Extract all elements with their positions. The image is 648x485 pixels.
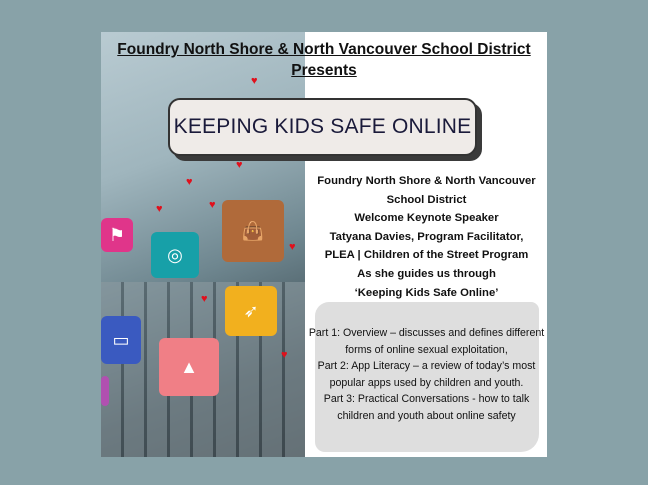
part-1: Part 1: Overview – discusses and defines different forms of online sexual exploitation, [308, 327, 545, 356]
part-3: Part 3: Practical Conversations - how to talk children and youth about online safety [323, 393, 530, 422]
part-2: Part 2: App Literacy – a review of today’s most popular apps used by children and youth. [317, 360, 536, 389]
heart-icon: ♥ [281, 349, 288, 361]
heart-icon: ♥ [156, 203, 163, 215]
heart-icon: ♥ [209, 199, 216, 211]
app-icon-yellow: ➶ [225, 286, 277, 336]
info-line: Tatyana Davies, Program Facilitator, [329, 230, 524, 243]
info-line: PLEA | Children of the Street Program [324, 249, 529, 262]
heading-line-1: Foundry North Shore & North Vancouver School District [117, 41, 531, 58]
info-line: Foundry North Shore & North Vancouver School District [317, 175, 536, 206]
app-icon-teal: ◎ [151, 232, 199, 278]
poster-heading [101, 39, 547, 81]
app-icon-coral: ▲ [159, 338, 219, 396]
info-line: As she guides us through [357, 267, 496, 280]
app-icon-purple [101, 376, 109, 406]
heading-line-2: Presents [291, 62, 357, 79]
info-line: Welcome Keynote Speaker [354, 212, 499, 225]
info-line: ‘Keeping Kids Safe Online’ [354, 286, 499, 299]
keyboard-photo [101, 32, 305, 457]
heart-icon: ♥ [236, 159, 243, 171]
event-poster [101, 32, 547, 457]
heart-icon: ♥ [201, 293, 208, 305]
app-icon-pink: ⚑ [101, 218, 133, 252]
app-icon-laptop: ▭ [101, 316, 141, 364]
session-parts [306, 325, 547, 424]
heart-icon: ♥ [251, 75, 258, 87]
heart-icon: ♥ [186, 176, 193, 188]
app-icon-bag: 👜 [222, 200, 284, 262]
heart-icon: ♥ [289, 241, 296, 253]
event-title: KEEPING KIDS SAFE ONLINE [168, 98, 477, 156]
speaker-info [306, 172, 547, 302]
